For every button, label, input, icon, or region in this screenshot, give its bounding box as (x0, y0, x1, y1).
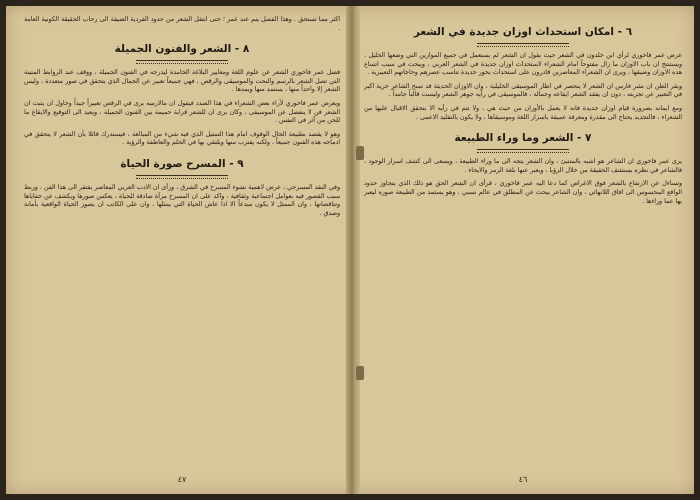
book-gutter (346, 6, 360, 494)
section-7-paragraph-2: وتساءل عن الارتفاع بالشعر فوق الاغراض كما دعا اليه عمر فاخوري ، فرأى ان الشعر الحق هو ذلك الذي يتجاوز حدود الواقع المحسوس الى افاق اللانهائي ، وان الشاعر يبحث عن المطلق في عالم نسبي ، وهو يستمد من الطبيعة صوره ليعبر بها عما وراءها . (364, 180, 682, 205)
section-9-paragraph-1: وفي النقد المسرحي ، عرض لاهمية نشوء المسرح في الشرق ، ورأى ان الادب العربي المعاصر يفتقر الى هذا الفن ، وربط سبب القصور فيه بعوامل اجتماعية وثقافية ، واكد على ان المسرح مرآة صادقة للحياة ، يعكس صورها ويكشف عن خفاياها وتناقضاتها ، وان الممثل لا يكون مبدعاً الا اذا عاش الحياة التي يمثلها ، وان على الكاتب ان يصور الحياة الواقعية بأمانة وصدق . (24, 183, 340, 217)
left-intro-paragraph: اكثر مما تستحق . وهذا الفصل ينم عند عمر ؛ حتى انتقل الشعر من حدود الفردية الضيقة الى رحاب الحقيقة الكونية العامة . (24, 16, 340, 32)
section-6-paragraph-3: ومع ايمانه بضرورة قيام اوزان جديدة فانه لا يعمل بالأوزان من حيث هي ، ولا تتم في رأيه الا بتحقق الاقبال عليها من الشعراء ، فالتجديد يحتاج الى مقدرة ومعرفة عميقة باسرار اللغة وموسيقاها ، ولا يكون بالتقليد الاعمى . (364, 104, 682, 121)
binding-staple (356, 366, 364, 380)
book-spread (6, 6, 694, 494)
heading-rule (136, 175, 228, 176)
section-8-paragraph-3: وهو لا يقصد بطبيعة الحال الوقوف امام هذا التمثيل الذي فيه شيء من المبالغة ، فيستدرك قائلا بأن الشعر لا يتحقق في ادماجه هذه الفنون جميعاً ، ولكنه يقترب منها ويلتقي بها في الحلم والعاطفة والرؤية . (24, 130, 340, 147)
binding-staple (356, 146, 364, 160)
section-6-paragraph-1: عرض عمر فاخوري لرأي ابن خلدون في الشعر حيث يقول ان الشعر لم يستعمل في جميع الموازين التي وضعها الخليل ، ويستنتج ان باب الاوزان ما زال مفتوحاً امام الشعراء لاستحداث اوزان جديدة في الشعر العربي ، ويبحث في سبب اتساع هذه الاوزان وضيقها ، ويرى ان الشعراء المعاصرين قادرون على استحداث بحور جديدة تناسب عصرهم وحاجاتهم التعبيرية . (364, 52, 682, 77)
section-7-heading: ٧ - الشعر وما وراء الطبيعة (454, 132, 592, 145)
heading-rule (477, 149, 569, 150)
section-8-paragraph-2: ويعرض عمر فاخوري لآراء بعض الشعراء في هذا الصدد فيقول ان مالارميه يرى في الرقص تعبيراً جيداً وحاول ان يثبت ان الشعر فن لا ينفصل عن الموسيقى ، وكان يرى ان للشعر قرابة حميمة بين الفنون الجميلة ، ويعيد الى التوقيع والايقاع ما للحن من أثر في النفس . (24, 99, 340, 125)
heading-rule (136, 60, 228, 61)
section-7-paragraph-1: يرى عمر فاخوري ان الشاعر هو اشبه بالمتنبئ ، وان الشعر يتجه الى ما وراء الطبيعة ، ويسعى الى كشف اسرار الوجود ، فالشاعر في نظره يستشف الحقيقة من خلال الرؤيا ، ويعبر عنها بلغة الرمز والايحاء . (364, 158, 682, 174)
heading-rule (477, 43, 569, 44)
page-number-left: ٤٧ (177, 475, 187, 484)
section-6-heading: ٦ - امكان استحداث اوزان جديدة في الشعر (413, 26, 633, 38)
section-8-heading: ٨ - الشعر والفنون الجميلة (114, 43, 250, 56)
right-page (364, 16, 682, 486)
section-6-paragraph-2: ويقر الظن ان نشر فارس ان الشعر لا ينحصر في اطار الموسيقى الخليلية ، وان الاوزان الحديثة قد تمنح الشاعر حرية اكبر في التعبير عن تجربته ، دون ان يفقد الشعر ايقاعه وجماله ، فالموسيقى في رأيه جوهر الشعر وليست قالباً جامداً . (364, 82, 682, 99)
page-number-right: ٤٦ (518, 475, 528, 484)
section-9-heading: ٩ - المسرح صورة الحياة (120, 157, 244, 170)
section-8-paragraph-1: فضل عمر فاخوري الشعر عن علوم اللغة ومعايير البلاغة الجامدة ليدرجه في الفنون الجميلة ، ووقف عند الروابط المتينة التي تصل الشعر بالرسم والنحت والموسيقى والرقص ، فهي جميعاً تعبير عن الجمال الذي يتحقق في صور متعددة ، وليس الشعر إلا واحداً منها ، يستمد منها ويمدها . (24, 69, 340, 94)
left-page (24, 16, 340, 486)
